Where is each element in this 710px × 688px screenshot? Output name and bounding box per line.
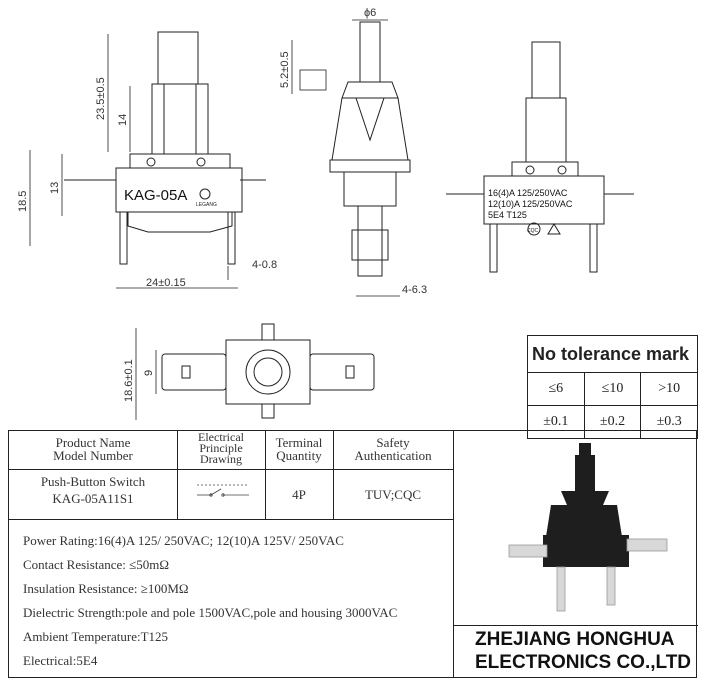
dim-d6: 4-0.8 — [252, 259, 278, 271]
header-electrical-line: Principle — [199, 441, 243, 455]
tolerance-value: ±0.1 — [528, 406, 585, 439]
grid-line — [453, 625, 698, 626]
dim-d10: 18.6±0.1 — [123, 359, 135, 402]
dim-d7: ϕ6 — [364, 7, 377, 19]
bottom-view — [162, 324, 374, 418]
logo-icon — [200, 189, 210, 199]
param-power: Power Rating:16(4)A 125/ 250VAC; 12(10)A 125V/ 250VAC — [23, 533, 344, 548]
header-safety-line: Authentication — [354, 448, 432, 463]
header-electrical-line: Electrical — [198, 430, 244, 444]
tolerance-value: ±0.3 — [641, 406, 698, 439]
side-view — [330, 22, 410, 276]
dim-d9: 4-6.3 — [402, 284, 428, 296]
model-label: KAG-05A — [124, 187, 188, 204]
dimension-lines — [30, 20, 400, 420]
header-terminal — [265, 436, 333, 462]
param-ambient: Ambient Temperature:T125 — [23, 629, 169, 644]
param-contact: Contact Resistance: ≤50mΩ — [23, 557, 170, 572]
cqc-mark: CQC — [527, 228, 539, 234]
row-safety: TUV;CQC — [364, 487, 422, 502]
grid-line — [9, 519, 453, 520]
grid-line — [453, 431, 454, 678]
row-product — [9, 475, 177, 505]
spec-block — [8, 430, 697, 678]
tolerance-range: ≤6 — [528, 373, 585, 406]
row-product-line: KAG-05A11S1 — [52, 491, 134, 506]
tolerance-title: No tolerance mark — [528, 336, 698, 373]
dim-d3: 18.5 — [17, 190, 29, 212]
dim-d4: 13 — [49, 181, 61, 194]
logo-text: LEGANG — [196, 202, 217, 208]
marking-line-1: 16(4)A 125/250VAC — [488, 188, 568, 198]
param-dielectric: Dielectric Strength:pole and pole 1500VAC,pole and housing 3000VAC — [23, 605, 398, 620]
product-photo — [499, 435, 689, 619]
company-name-line1: ZHEJIANG HONGHUA — [475, 629, 675, 650]
param-electrical: Electrical:5E4 — [23, 653, 98, 668]
param-insulation: Insulation Resistance: ≥100MΩ — [23, 581, 189, 596]
header-electrical-line: Drawing — [200, 452, 242, 466]
header-terminal-line: Terminal — [275, 435, 323, 450]
tolerance-range: >10 — [641, 373, 698, 406]
header-electrical — [177, 432, 265, 465]
company-name-line2: ELECTRONICS CO.,LTD — [475, 652, 692, 673]
principle-diagram — [193, 481, 253, 505]
grid-line — [9, 469, 453, 470]
dim-d11: 9 — [143, 369, 155, 376]
tolerance-range: ≤10 — [584, 373, 641, 406]
dim-d2: 14 — [117, 113, 129, 126]
dim-d8: 5.2±0.5 — [279, 51, 291, 88]
header-product-line: Product Name — [55, 435, 131, 450]
header-product-line: Model Number — [53, 448, 133, 463]
header-safety-line: Safety — [376, 435, 410, 450]
row-terminal: 4P — [292, 487, 306, 502]
marking-line-3: 5E4 T125 — [488, 210, 527, 220]
dim-d1: 23.5±0.5 — [95, 77, 107, 120]
front-view — [64, 32, 266, 264]
header-product — [9, 436, 177, 462]
row-product-line: Push-Button Switch — [40, 474, 146, 489]
tolerance-value: ±0.2 — [584, 406, 641, 439]
marking-line-2: 12(10)A 125/250VAC — [488, 199, 573, 209]
header-safety — [333, 436, 453, 462]
tolerance-table — [527, 335, 698, 439]
header-terminal-line: Quantity — [276, 448, 322, 463]
right-view — [446, 42, 634, 272]
dim-d5: 24±0.15 — [146, 277, 186, 289]
